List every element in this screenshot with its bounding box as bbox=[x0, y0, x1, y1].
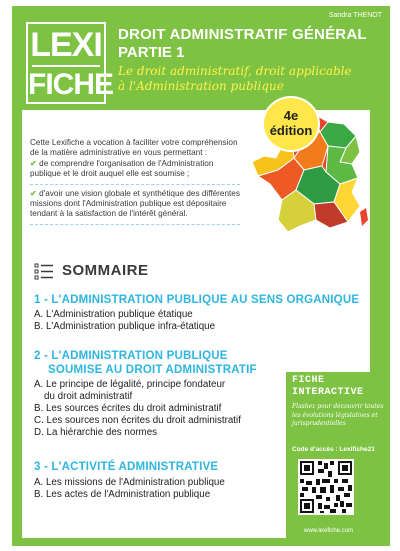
intro-point-1-text: de comprendre l'organisation de l'Administration publique et le droit auquel elle est soumise ; bbox=[30, 158, 214, 179]
fiche-title-line-1: FICHE bbox=[292, 375, 325, 386]
dashed-divider bbox=[30, 224, 240, 225]
fiche-description: Flashez pour découvrir toutes les évolutions législatives et jurisprudentielles bbox=[292, 403, 384, 427]
section-1-items bbox=[34, 309, 215, 333]
lexifiche-logo bbox=[26, 22, 113, 104]
list-item: A. L'Administration publique étatique bbox=[34, 309, 193, 320]
dashed-divider bbox=[30, 184, 240, 185]
access-code: Code d'accès : Lexifiche21 bbox=[292, 446, 375, 453]
edition-label: édition bbox=[269, 123, 313, 138]
qr-code-icon[interactable] bbox=[298, 459, 354, 515]
section-2-heading-line-2: SOUMISE AU DROIT ADMINISTRATIF bbox=[48, 364, 257, 376]
book-title-line-1: DROIT ADMINISTRATIF GÉNÉRAL bbox=[118, 26, 367, 43]
list-item: A. Le principe de légalité, principe fondateur bbox=[34, 379, 226, 390]
intro-lead: Cette Lexifiche a vocation à faciliter votre compréhension de la matière administrative en vous permettant : bbox=[30, 138, 238, 158]
edition-number: 4e bbox=[283, 108, 299, 123]
list-item: B. L'Administration publique infra-étatique bbox=[34, 321, 216, 332]
list-item: du droit administratif bbox=[44, 391, 133, 402]
fiche-title-line-2: INTERACTIVE bbox=[292, 387, 364, 398]
book-title-line-2: PARTIE 1 bbox=[118, 44, 185, 61]
section-2-items bbox=[34, 379, 241, 439]
list-item: B. Les sources écrites du droit administratif bbox=[34, 403, 222, 414]
intro-point-1 bbox=[30, 159, 240, 180]
list-item: A. Les missions de l'Administration publique bbox=[34, 477, 225, 488]
fiche-interactive-title bbox=[292, 375, 388, 399]
section-3-heading: 3 - L'ACTIVITÉ ADMINISTRATIVE bbox=[34, 461, 219, 473]
green-frame-bottom bbox=[12, 538, 390, 546]
check-icon: ✔ bbox=[30, 188, 40, 198]
list-item: D. La hiérarchie des normes bbox=[34, 427, 158, 438]
section-3-items bbox=[34, 477, 225, 501]
list-item: B. Les actes de l'Administration publique bbox=[34, 489, 211, 500]
intro-point-2-text: d'avoir une vision globale et synthétique des différentes missions dont l'Administration publique est dépositaire tendant à la satisfaction de l'intérêt général. bbox=[30, 188, 240, 219]
section-1-heading: 1 - L'ADMINISTRATION PUBLIQUE AU SENS ORGANIQUE bbox=[34, 294, 360, 306]
author-name: Sandra THENOT bbox=[328, 12, 382, 19]
logo-line-1: LEXI bbox=[30, 26, 102, 64]
edition-badge bbox=[262, 96, 320, 152]
checklist-icon bbox=[34, 263, 54, 281]
list-item: C. Les sources non écrites du droit administratif bbox=[34, 415, 241, 426]
green-frame-left bbox=[12, 6, 22, 546]
section-2-heading-line-1: 2 - L'ADMINISTRATION PUBLIQUE bbox=[34, 350, 228, 362]
sommaire-title: SOMMAIRE bbox=[62, 262, 149, 279]
website-link[interactable]: www.lexifiche.com bbox=[304, 528, 354, 534]
book-subtitle: Le droit administratif, droit applicable à l'Administration publique bbox=[118, 64, 352, 93]
logo-line-2: FICHE bbox=[28, 68, 113, 101]
check-icon: ✔ bbox=[30, 158, 40, 168]
logo-divider bbox=[32, 65, 100, 67]
intro-point-2 bbox=[30, 189, 240, 220]
intro-text bbox=[30, 138, 240, 229]
